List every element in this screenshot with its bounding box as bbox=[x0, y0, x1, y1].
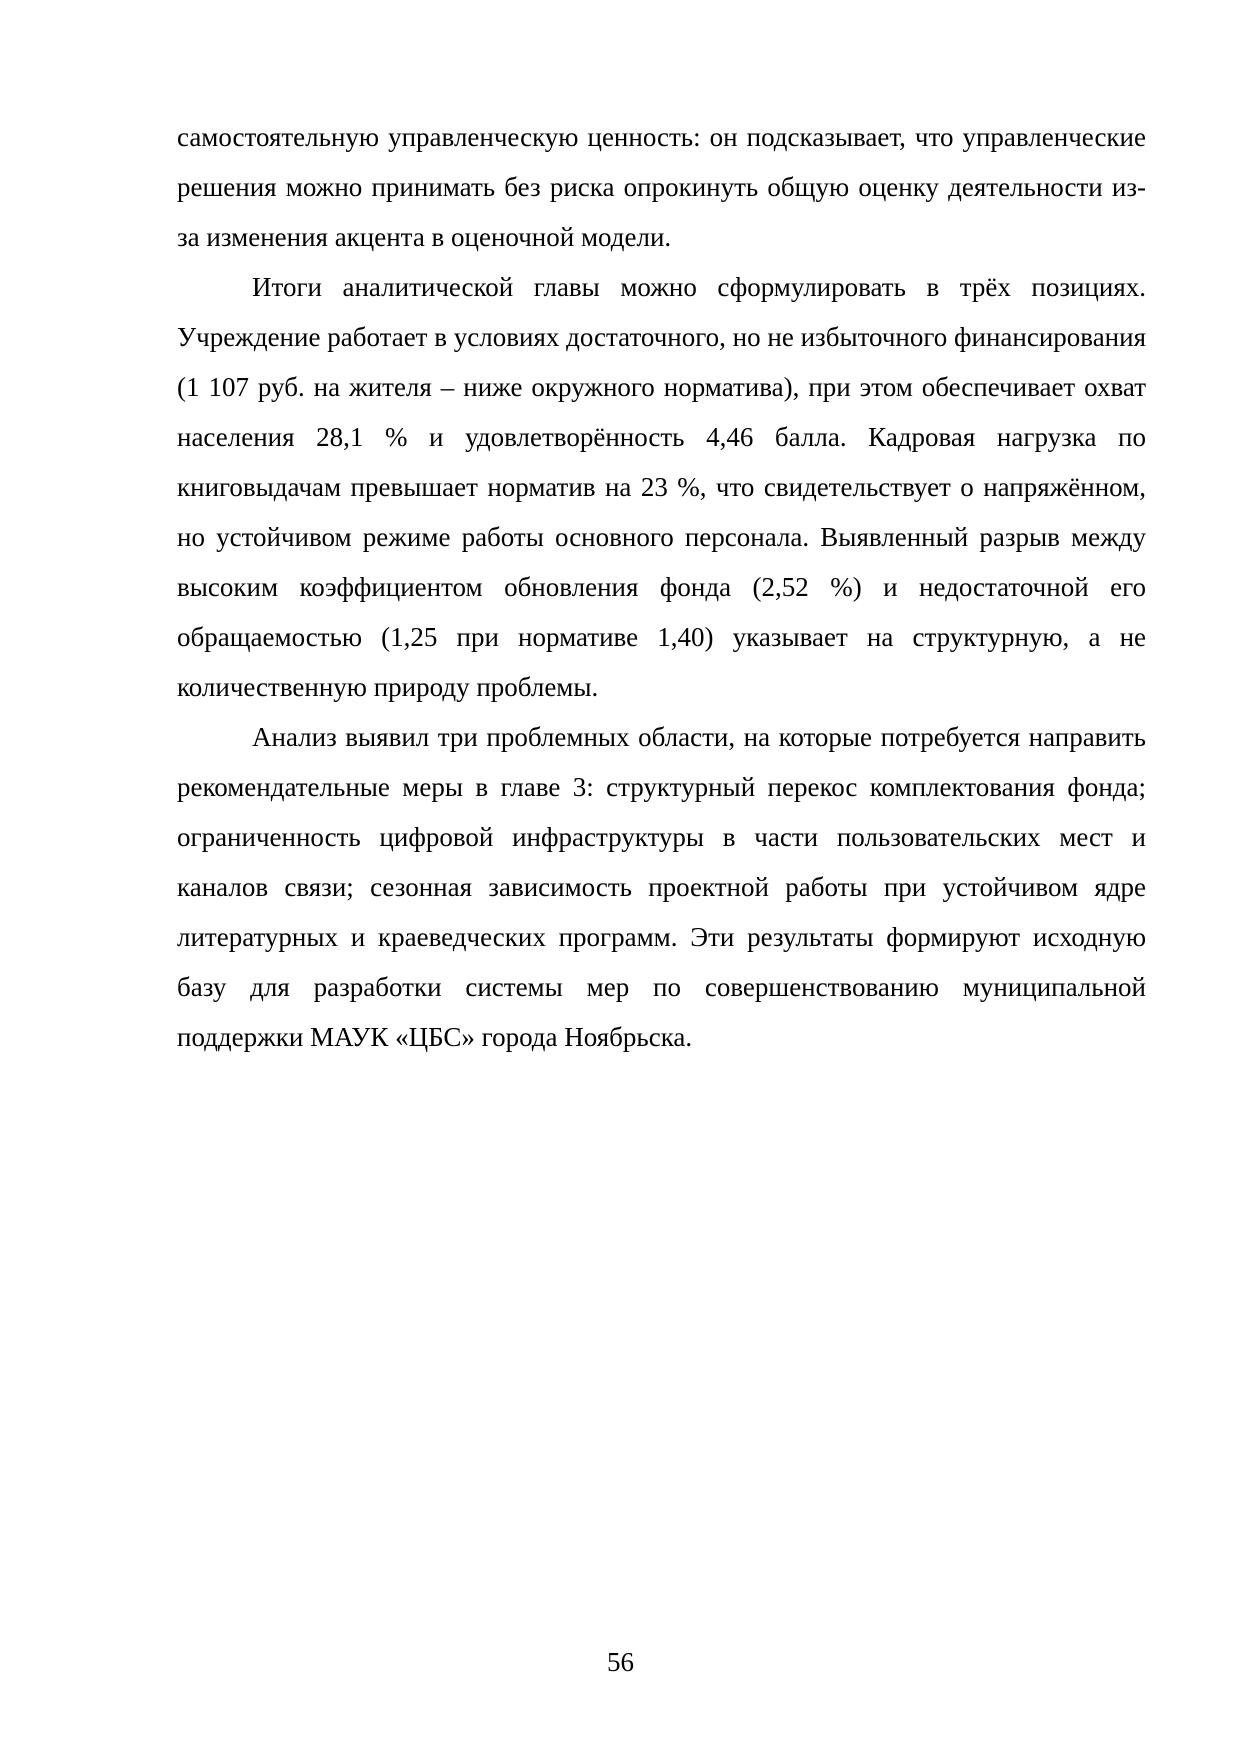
document-body bbox=[177, 112, 1146, 1062]
page-number: 56 bbox=[607, 1647, 634, 1677]
paragraph-continuation: самостоятельную управленческую ценность: он подсказывает, что управленческие решения можно принимать без риска опрокинуть общую оценку деятельности из-за изменения акцента в оценочной модели. bbox=[177, 122, 1146, 252]
paragraph-chapter-summary: Итоги аналитической главы можно сформулировать в трёх позициях. Учреждение работает в условиях достаточного, но не избыточного финансирования (1 107 руб. на жителя – ниже окружного норматива), при этом обеспечивает охват населения 28,1 % и удовлетворённость 4,46 балла. Кадровая нагрузка по книговыдачам превышает норматив на 23 %, что свидетельствует о напряжённом, но устойчивом режиме работы основного персонала. Выявленный разрыв между высоким коэффициентом обновления фонда (2,52 %) и недостаточной его обращаемостью (1,25 при нормативе 1,40) указывает на структурную, а не количественную природу проблемы. bbox=[177, 272, 1146, 702]
paragraph-problem-areas: Анализ выявил три проблемных области, на которые потребуется направить рекомендательные меры в главе 3: структурный перекос комплектования фонда; ограниченность цифровой инфраструктуры в части пользовательских мест и каналов связи; сезонная зависимость проектной работы при устойчивом ядре литературных и краеведческих программ. Эти результаты формируют исходную базу для разработки системы мер по совершенствованию муниципальной поддержки МАУК «ЦБС» города Ноябрьска. bbox=[177, 722, 1146, 1052]
